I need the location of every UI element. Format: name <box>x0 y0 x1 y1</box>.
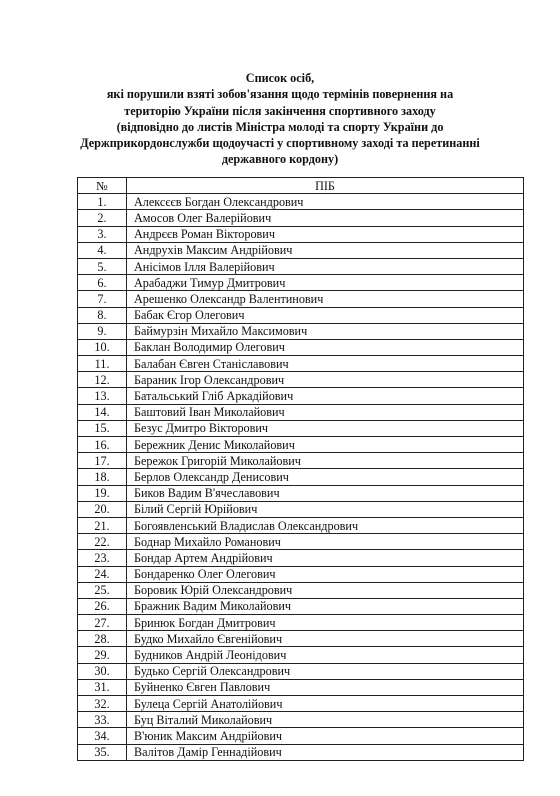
name-column-header: ПІБ <box>127 178 524 194</box>
person-full-name: Булеца Сергій Анатолійович <box>127 696 524 712</box>
row-number: 30. <box>78 663 127 679</box>
table-header-row <box>78 178 524 194</box>
row-number: 13. <box>78 388 127 404</box>
table-row <box>78 404 524 420</box>
person-full-name: Богоявленський Владислав Олександрович <box>127 517 524 533</box>
person-full-name: Боровик Юрій Олександрович <box>127 582 524 598</box>
row-number: 9. <box>78 323 127 339</box>
table-body <box>78 194 524 761</box>
table-row <box>78 291 524 307</box>
person-full-name: В'юник Максим Андрійович <box>127 728 524 744</box>
person-full-name: Буйненко Євген Павлович <box>127 679 524 695</box>
table-row <box>78 307 524 323</box>
row-number: 6. <box>78 275 127 291</box>
person-full-name: Балабан Євген Станіславович <box>127 356 524 372</box>
person-full-name: Бондар Артем Андрійович <box>127 550 524 566</box>
row-number: 12. <box>78 372 127 388</box>
row-number: 18. <box>78 469 127 485</box>
row-number: 20. <box>78 501 127 517</box>
row-number: 34. <box>78 728 127 744</box>
person-full-name: Валітов Дамір Геннадійович <box>127 744 524 760</box>
person-full-name: Арешенко Олександр Валентинович <box>127 291 524 307</box>
row-number: 3. <box>78 226 127 242</box>
row-number: 4. <box>78 242 127 258</box>
row-number: 10. <box>78 339 127 355</box>
row-number: 19. <box>78 485 127 501</box>
person-full-name: Білий Сергій Юрійович <box>127 501 524 517</box>
row-number: 26. <box>78 598 127 614</box>
table-row <box>78 517 524 533</box>
row-number: 14. <box>78 404 127 420</box>
table-row <box>78 388 524 404</box>
table-row <box>78 550 524 566</box>
table-row <box>78 453 524 469</box>
row-number: 17. <box>78 453 127 469</box>
table-row <box>78 469 524 485</box>
persons-table <box>77 177 524 761</box>
table-row <box>78 210 524 226</box>
table-row <box>78 501 524 517</box>
row-number: 15. <box>78 420 127 436</box>
row-number: 24. <box>78 566 127 582</box>
row-number: 35. <box>78 744 127 760</box>
table-row <box>78 534 524 550</box>
row-number: 23. <box>78 550 127 566</box>
row-number: 7. <box>78 291 127 307</box>
table-row <box>78 728 524 744</box>
row-number: 25. <box>78 582 127 598</box>
table-row <box>78 420 524 436</box>
row-number: 33. <box>78 712 127 728</box>
table-row <box>78 647 524 663</box>
person-full-name: Бережок Григорій Миколайович <box>127 453 524 469</box>
person-full-name: Бондаренко Олег Олегович <box>127 566 524 582</box>
person-full-name: Бабак Єгор Олегович <box>127 307 524 323</box>
person-full-name: Биков Вадим В'ячеславович <box>127 485 524 501</box>
table-row <box>78 242 524 258</box>
table-row <box>78 712 524 728</box>
heading-line: (відповідно до листів Міністра молоді та спорту України до <box>116 119 444 134</box>
document-heading <box>40 70 520 168</box>
person-full-name: Батальський Гліб Аркадійович <box>127 388 524 404</box>
row-number: 8. <box>78 307 127 323</box>
heading-line: Держприкордонслужби щодоучасті у спортивному заході та перетинанні <box>80 136 480 151</box>
heading-line: які порушили взяті зобов'язання щодо термінів повернення на <box>106 87 454 102</box>
person-full-name: Баймурзін Михайло Максимович <box>127 323 524 339</box>
row-number: 28. <box>78 631 127 647</box>
person-full-name: Боднар Михайло Романович <box>127 534 524 550</box>
table-row <box>78 339 524 355</box>
row-number: 27. <box>78 615 127 631</box>
person-full-name: Буц Віталий Миколайович <box>127 712 524 728</box>
number-column-header: № <box>78 178 127 194</box>
table-row <box>78 696 524 712</box>
person-full-name: Баклан Володимир Олегович <box>127 339 524 355</box>
table-row <box>78 631 524 647</box>
heading-line: Список осіб, <box>245 71 315 85</box>
row-number: 31. <box>78 679 127 695</box>
row-number: 22. <box>78 534 127 550</box>
person-full-name: Баштовий Іван Миколайович <box>127 404 524 420</box>
person-full-name: Будко Михайло Євгенійович <box>127 631 524 647</box>
row-number: 11. <box>78 356 127 372</box>
table-row <box>78 323 524 339</box>
table-row <box>78 258 524 274</box>
row-number: 2. <box>78 210 127 226</box>
table-row <box>78 275 524 291</box>
table-row <box>78 598 524 614</box>
person-full-name: Анісімов Ілля Валерійович <box>127 258 524 274</box>
person-full-name: Безус Дмитро Вікторович <box>127 420 524 436</box>
row-number: 1. <box>78 194 127 210</box>
person-full-name: Бринюк Богдан Дмитрович <box>127 615 524 631</box>
heading-line: державного кордону) <box>221 152 339 167</box>
person-full-name: Амосов Олег Валерійович <box>127 210 524 226</box>
table-row <box>78 372 524 388</box>
row-number: 5. <box>78 258 127 274</box>
table-row <box>78 582 524 598</box>
table-row <box>78 485 524 501</box>
table-row <box>78 194 524 210</box>
person-full-name: Бражник Вадим Миколайович <box>127 598 524 614</box>
person-full-name: Андрєєв Роман Вікторович <box>127 226 524 242</box>
person-full-name: Андрухів Максим Андрійович <box>127 242 524 258</box>
heading-line: територію України після закінчення спортивного заходу <box>124 103 436 118</box>
row-number: 16. <box>78 437 127 453</box>
table-row <box>78 226 524 242</box>
person-full-name: Бараник Ігор Олександрович <box>127 372 524 388</box>
table-row <box>78 356 524 372</box>
table-row <box>78 679 524 695</box>
table-row <box>78 566 524 582</box>
person-full-name: Будников Андрій Леонідович <box>127 647 524 663</box>
person-full-name: Берлов Олександр Денисович <box>127 469 524 485</box>
row-number: 29. <box>78 647 127 663</box>
table-row <box>78 663 524 679</box>
table-row <box>78 744 524 760</box>
person-full-name: Арабаджи Тимур Дмитрович <box>127 275 524 291</box>
table-row <box>78 615 524 631</box>
person-full-name: Алексєєв Богдан Олександрович <box>127 194 524 210</box>
row-number: 32. <box>78 696 127 712</box>
person-full-name: Будько Сергій Олександрович <box>127 663 524 679</box>
table-row <box>78 437 524 453</box>
row-number: 21. <box>78 517 127 533</box>
person-full-name: Бережник Денис Миколайович <box>127 437 524 453</box>
